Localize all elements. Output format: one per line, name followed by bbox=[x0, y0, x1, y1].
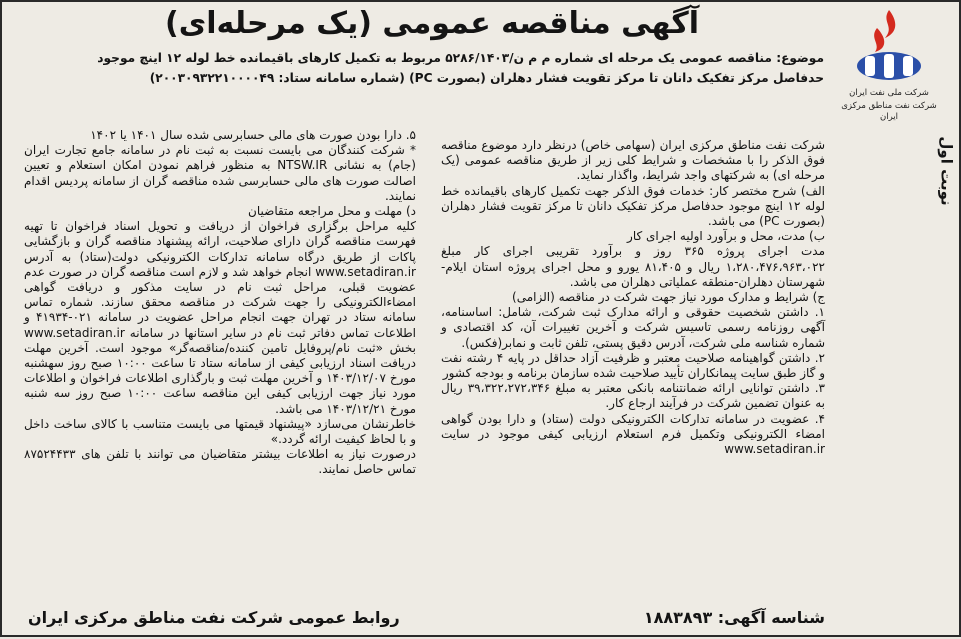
contact-note: درصورت نیاز به اطلاعات بیشتر متقاضیان می توانند با تلفن های ۸۷۵۲۴۴۳۳ تماس حاصل نمایند. bbox=[24, 447, 416, 477]
public-relations: روابط عمومی شرکت نفت مناطق مرکزی ایران bbox=[28, 608, 400, 627]
logo-company-line-1: شرکت ملی نفت ایران bbox=[849, 88, 929, 98]
section-be-heading: ب) مدت، محل و برآورد اولیه اجرای کار bbox=[627, 229, 825, 244]
intro-paragraph: شرکت نفت مناطق مرکزی ایران (سهامی خاص) درنظر دارد موضوع مناقصه فوق الذکر را با مشخصات و شرایط کلی زیر از طریق مناقصه عمومی (یک مرحله ای) به شرکتهای واجد شرایط، واگذار نماید. bbox=[441, 138, 825, 183]
ad-id: شناسه آگهی: ۱۸۸۳۸۹۳ bbox=[643, 608, 825, 627]
notice-subject bbox=[24, 48, 824, 88]
section-be-body: مدت اجرای پروژه ۳۶۵ روز و برآورد تقریبی اجرای کار مبلغ ۱،۲۸۰،۴۷۶،۹۶۳،۰۲۲ ریال و ۸۱،۴۰۵ یورو و محل اجرای پروژه استان ایلام- شهرستان دهلران-منطقه عملیاتی دهلران می باشد. bbox=[441, 244, 826, 289]
side-label-text: نوبت اول bbox=[937, 136, 956, 206]
requirement-2: ۲. داشتن گواهینامه صلاحیت معتبر و ظرفیت آزاد حداقل در پایه ۴ رشته نفت و گاز طبق سایت پیمانکاران تأیید صلاحیت شده سازمان برنامه و بودجه کشور bbox=[441, 350, 825, 381]
side-label bbox=[939, 2, 959, 639]
section-dal-heading: د) مهلت و محل مراجعه متقاضیان bbox=[248, 204, 416, 219]
section-dal-body: کلیه مراحل برگزاری فراخوان از دریافت و تحویل اسناد فراخوان تا تهیه فهرست مناقصه گران دارای صلاحیت، ارائه پیشنهاد مناقصه گران و بازگشایی پاکات از طریق درگاه سامانه تدارکات الکترونیکی دولت(ستاد) به آدرس www.setadiran.ir انجام خواهد شد و لازم است مناقصه گران در صورت عدم عضویت قبلی، مراحل ثبت نام در سایت مذکور و دریافت گواهی امضاءالکترونیکی را جهت شرکت در مناقصه محقق سازند. شماره تماس سامانه ستاد در تهران جهت انجام مراحل عضویت در سامانه ۰۲۱-۴۱۹۳۴ و اطلاعات تماس دفاتر ثبت نام در سایر استانها در سامانه www.setadiran.ir بخش «ثبت نام/پروفایل تامین کننده/مناقصه‌گر» موجود است. آخرین مهلت دریافت اسناد ارزیابی کیفی از سامانه ستاد تا ساعت ۱۰:۰۰ صبح روز سهشنبه مورخ ۱۴۰۳/۱۲/۰۷ و آخرین مهلت ثبت و بارگذاری اطلاعات فراخوان و اطلاعات مورد نیاز جهت ارزیابی کیفی این مناقصه ساعت ۱۰:۰۰ صبح روز سه شنبه مورخ ۱۴۰۳/۱۲/۲۱ می باشد. bbox=[24, 219, 417, 416]
quality-note: خاطرنشان می‌سازد «پیشنهاد قیمتها می بایست متناسب با کالای ساخت داخل و با لحاظ کیفیت ارائه گردد.» bbox=[24, 416, 416, 447]
flame-emblem-icon bbox=[851, 8, 927, 86]
left-column bbox=[24, 128, 416, 478]
subject-line-1: موضوع: مناقصه عمومی یک مرحله ای شماره م م ن/۵۲۸۶/۱۴۰۳ مربوط به تکمیل کارهای باقیمانده خط لوله ۱۲ اینچ موجود bbox=[97, 51, 824, 65]
requirement-1: ۱. داشتن شخصیت حقوقی و ارائه مدارک ثبت شرکت، شامل: اساسنامه، آگهی روزنامه رسمی تاسیس شرکت و آخرین تغییرات آن، کد اقتصادی و شماره شناسه ملی شرکت، آدرس دقیق پستی، تلفن ثابت و نمابر(فکس). bbox=[441, 305, 825, 350]
requirement-3: ۳. داشتن توانایی ارائه ضمانتنامه بانکی معتبر به مبلغ ۳۹،۳۲۲،۲۷۲،۳۴۶ ریال به عنوان تضمین شرکت در فرآیند ارجاع کار. bbox=[441, 381, 825, 411]
ntsw-note: * شرکت کنندگان می بایست نسبت به ثبت نام در سامانه جامع تجارت ایران (جام) به نشانی NTSW.IR به منظور فراهم نمودن امکان استعلام و تعیین اصالت صورت های مالی حسابرسی شده مناقصه گران از سامانه پردیس اقدام نمایند. bbox=[24, 143, 416, 203]
right-column bbox=[441, 138, 825, 457]
subject-line-2: حدفاصل مرکز تفکیک دانان تا مرکز تقویت فشار دهلران (بصورت PC) (شماره سامانه ستاد: ۲۰۰۳۰۹۳۲۲۱۰۰۰۰۴۹) bbox=[149, 71, 824, 85]
logo-company-line-2: شرکت نفت مناطق مرکزی ایران bbox=[841, 101, 937, 122]
notice-title: آگهی مناقصه عمومی (یک مرحله‌ای) bbox=[165, 6, 699, 41]
nioc-logo bbox=[841, 8, 937, 128]
section-jim-heading: ج) شرایط و مدارک مورد نیاز جهت شرکت در مناقصه (الزامی) bbox=[512, 290, 825, 305]
requirement-4: ۴. عضویت در سامانه تدارکات الکترونیکی دولت (ستاد) و دارا بودن گواهی امضاء الکترونیکی وتکمیل فرم استعلام ارزیابی کیفی موجود در سایت www.setadiran.ir bbox=[441, 411, 825, 457]
section-alef: الف) شرح مختصر کار: خدمات فوق الذکر جهت تکمیل کارهای باقیمانده خط لوله ۱۲ اینچ موجود حدفاصل مرکز تفکیک دانان تا مرکز تقویت فشار دهلران (بصورت PC) می باشد. bbox=[441, 183, 825, 229]
requirement-5: ۵. دارا بودن صورت های مالی حسابرسی شده سال ۱۴۰۱ یا ۱۴۰۲ bbox=[90, 128, 416, 142]
